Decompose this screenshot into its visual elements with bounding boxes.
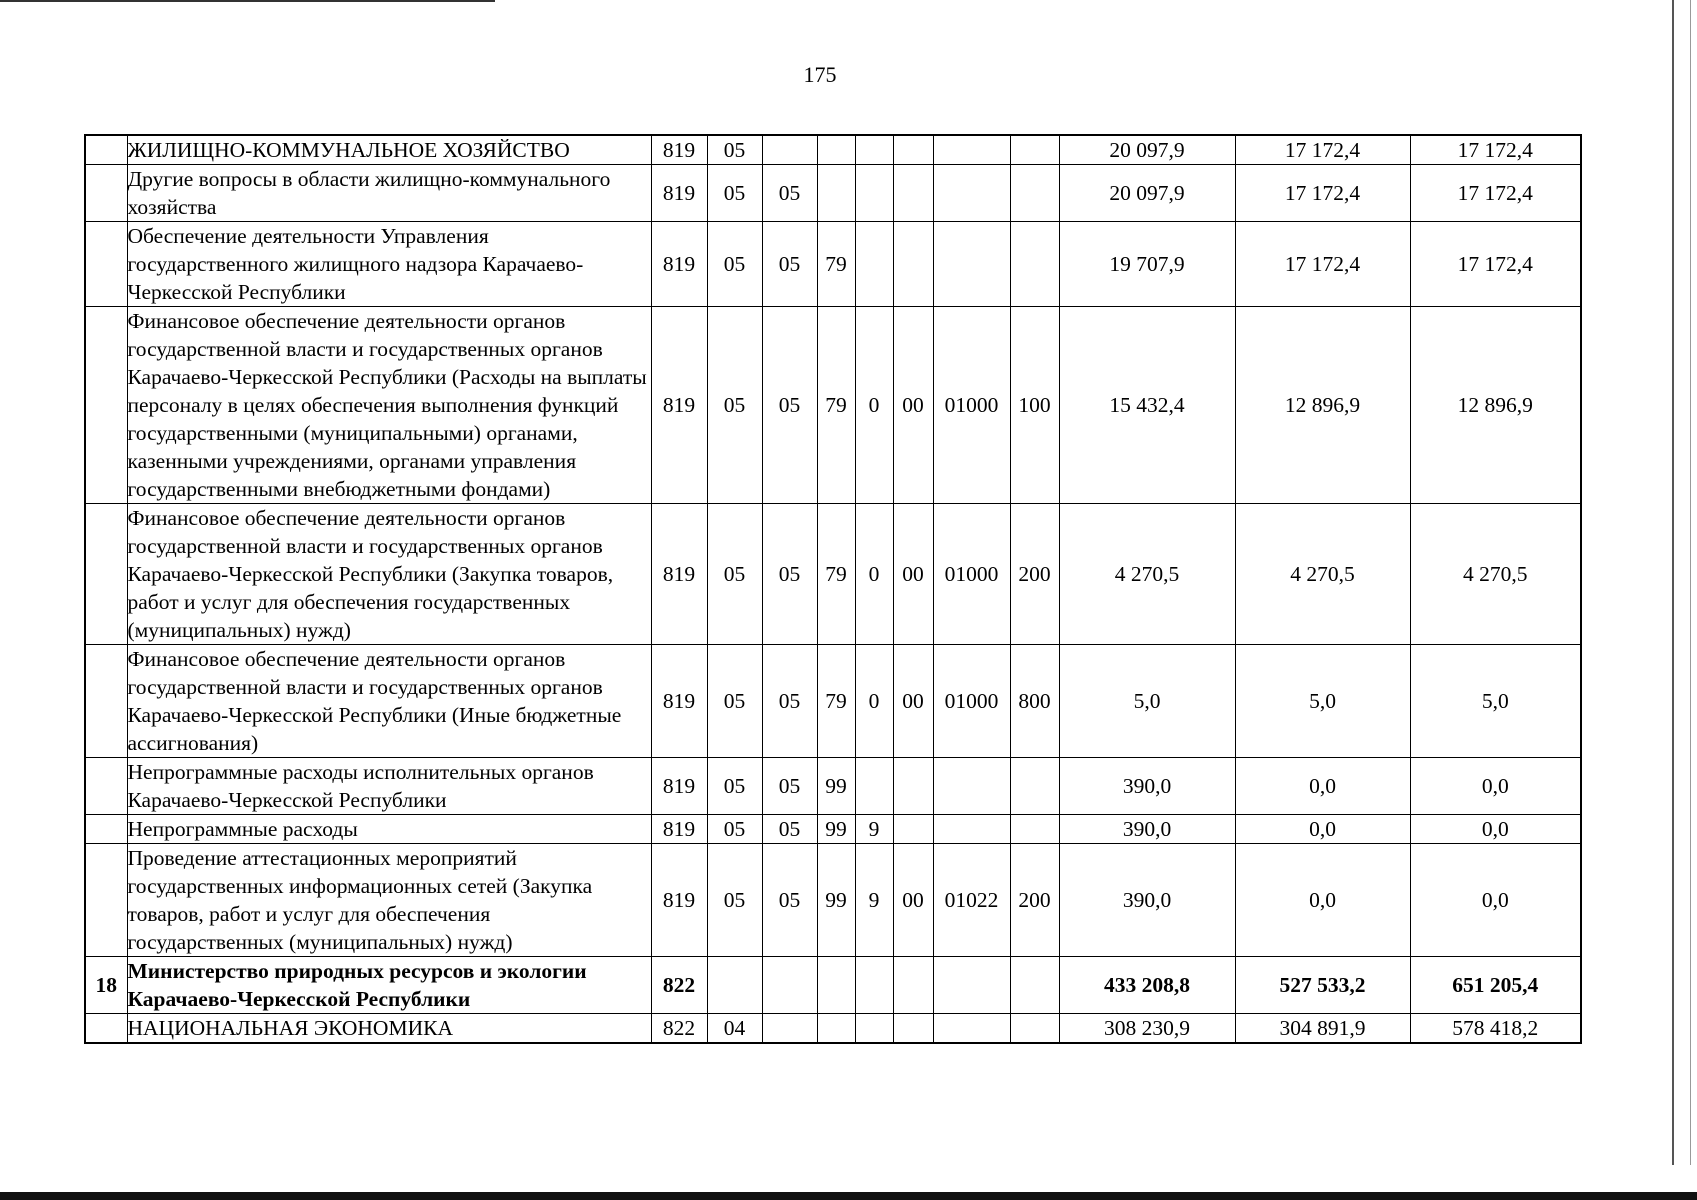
program-code-cell: 99 xyxy=(817,758,855,815)
section-code-cell: 05 xyxy=(707,307,762,504)
sum-year2-cell: 4 270,5 xyxy=(1235,504,1410,645)
row-number-cell xyxy=(85,645,127,758)
table-row xyxy=(85,165,1581,222)
direction-code-cell: 01000 xyxy=(933,645,1010,758)
row-name-cell: Финансовое обеспечение деятельности органов государственной власти и государственных органов Карачаево-Черкесской Республики (Расходы на выплаты персоналу в целях обеспечения выполнения функций государственными (муниципальными) органами, казенными учреждениями, органами управления государственными внебюджетными фондами) xyxy=(127,307,651,504)
event-code-cell xyxy=(893,135,933,165)
event-code-cell: 00 xyxy=(893,844,933,957)
expense-type-cell xyxy=(1010,815,1059,844)
section-code-cell: 05 xyxy=(707,165,762,222)
table-row xyxy=(85,815,1581,844)
subprogram-code-cell xyxy=(855,165,893,222)
row-name-cell: Министерство природных ресурсов и экологии Карачаево-Черкесской Республики xyxy=(127,957,651,1014)
sum-year1-cell: 20 097,9 xyxy=(1059,165,1235,222)
direction-code-cell xyxy=(933,758,1010,815)
section-code-cell: 05 xyxy=(707,844,762,957)
row-name-cell: Финансовое обеспечение деятельности органов государственной власти и государственных органов Карачаево-Черкесской Республики (Иные бюджетные ассигнования) xyxy=(127,645,651,758)
ved-code-cell: 819 xyxy=(651,815,707,844)
direction-code-cell xyxy=(933,957,1010,1014)
program-code-cell xyxy=(817,165,855,222)
row-number-cell xyxy=(85,307,127,504)
subprogram-code-cell: 9 xyxy=(855,815,893,844)
event-code-cell xyxy=(893,758,933,815)
section-code-cell: 05 xyxy=(707,758,762,815)
sum-year2-cell: 17 172,4 xyxy=(1235,135,1410,165)
section-code-cell: 04 xyxy=(707,1014,762,1044)
sum-year3-cell: 4 270,5 xyxy=(1410,504,1581,645)
program-code-cell: 79 xyxy=(817,645,855,758)
expense-type-cell xyxy=(1010,1014,1059,1044)
program-code-cell xyxy=(817,1014,855,1044)
subprogram-code-cell xyxy=(855,957,893,1014)
right-scan-line xyxy=(1672,0,1674,1165)
sum-year2-cell: 527 533,2 xyxy=(1235,957,1410,1014)
subsection-code-cell: 05 xyxy=(762,815,817,844)
subsection-code-cell: 05 xyxy=(762,504,817,645)
table-row xyxy=(85,307,1581,504)
subsection-code-cell xyxy=(762,957,817,1014)
sum-year2-cell: 304 891,9 xyxy=(1235,1014,1410,1044)
program-code-cell: 79 xyxy=(817,504,855,645)
program-code-cell xyxy=(817,957,855,1014)
subsection-code-cell: 05 xyxy=(762,844,817,957)
subprogram-code-cell xyxy=(855,758,893,815)
row-name-cell: Обеспечение деятельности Управления государственного жилищного надзора Карачаево-Черкесской Республики xyxy=(127,222,651,307)
subprogram-code-cell: 0 xyxy=(855,307,893,504)
sum-year1-cell: 308 230,9 xyxy=(1059,1014,1235,1044)
event-code-cell: 00 xyxy=(893,504,933,645)
direction-code-cell xyxy=(933,815,1010,844)
direction-code-cell: 01000 xyxy=(933,504,1010,645)
sum-year3-cell: 578 418,2 xyxy=(1410,1014,1581,1044)
program-code-cell: 79 xyxy=(817,307,855,504)
expense-type-cell xyxy=(1010,135,1059,165)
event-code-cell: 00 xyxy=(893,645,933,758)
expense-type-cell: 100 xyxy=(1010,307,1059,504)
section-code-cell: 05 xyxy=(707,222,762,307)
event-code-cell: 00 xyxy=(893,307,933,504)
sum-year2-cell: 0,0 xyxy=(1235,758,1410,815)
row-name-cell: Финансовое обеспечение деятельности органов государственной власти и государственных органов Карачаево-Черкесской Республики (Закупка товаров, работ и услуг для обеспечения государственных (муниципальных) нужд) xyxy=(127,504,651,645)
row-number-cell xyxy=(85,758,127,815)
row-number-cell xyxy=(85,1014,127,1044)
expense-type-cell xyxy=(1010,222,1059,307)
sum-year1-cell: 390,0 xyxy=(1059,758,1235,815)
ved-code-cell: 822 xyxy=(651,957,707,1014)
row-name-cell: НАЦИОНАЛЬНАЯ ЭКОНОМИКА xyxy=(127,1014,651,1044)
section-code-cell: 05 xyxy=(707,135,762,165)
sum-year3-cell: 651 205,4 xyxy=(1410,957,1581,1014)
program-code-cell xyxy=(817,135,855,165)
sum-year3-cell: 17 172,4 xyxy=(1410,222,1581,307)
direction-code-cell xyxy=(933,135,1010,165)
subsection-code-cell: 05 xyxy=(762,222,817,307)
expense-type-cell xyxy=(1010,957,1059,1014)
table-row xyxy=(85,1014,1581,1044)
ved-code-cell: 819 xyxy=(651,222,707,307)
event-code-cell xyxy=(893,165,933,222)
row-number-cell xyxy=(85,165,127,222)
subprogram-code-cell: 0 xyxy=(855,504,893,645)
ved-code-cell: 819 xyxy=(651,645,707,758)
row-name-cell: ЖИЛИЩНО-КОММУНАЛЬНОЕ ХОЗЯЙСТВО xyxy=(127,135,651,165)
subsection-code-cell: 05 xyxy=(762,758,817,815)
sum-year2-cell: 0,0 xyxy=(1235,815,1410,844)
expense-type-cell: 800 xyxy=(1010,645,1059,758)
sum-year2-cell: 0,0 xyxy=(1235,844,1410,957)
sum-year1-cell: 390,0 xyxy=(1059,844,1235,957)
row-name-cell: Непрограммные расходы xyxy=(127,815,651,844)
table-row xyxy=(85,645,1581,758)
sum-year3-cell: 0,0 xyxy=(1410,815,1581,844)
table-row xyxy=(85,957,1581,1014)
sum-year3-cell: 12 896,9 xyxy=(1410,307,1581,504)
table-body xyxy=(85,135,1581,1043)
program-code-cell: 99 xyxy=(817,844,855,957)
row-number-cell xyxy=(85,135,127,165)
table-row xyxy=(85,504,1581,645)
sum-year3-cell: 17 172,4 xyxy=(1410,135,1581,165)
table-row xyxy=(85,135,1581,165)
sum-year1-cell: 15 432,4 xyxy=(1059,307,1235,504)
expense-type-cell xyxy=(1010,165,1059,222)
subsection-code-cell: 05 xyxy=(762,645,817,758)
section-code-cell: 05 xyxy=(707,504,762,645)
event-code-cell xyxy=(893,222,933,307)
section-code-cell: 05 xyxy=(707,645,762,758)
direction-code-cell xyxy=(933,1014,1010,1044)
program-code-cell: 99 xyxy=(817,815,855,844)
subprogram-code-cell xyxy=(855,1014,893,1044)
top-scan-line xyxy=(0,0,495,2)
sum-year3-cell: 0,0 xyxy=(1410,758,1581,815)
expense-type-cell xyxy=(1010,758,1059,815)
sum-year2-cell: 17 172,4 xyxy=(1235,165,1410,222)
sum-year3-cell: 17 172,4 xyxy=(1410,165,1581,222)
row-number-cell xyxy=(85,844,127,957)
event-code-cell xyxy=(893,815,933,844)
subsection-code-cell: 05 xyxy=(762,165,817,222)
sum-year2-cell: 17 172,4 xyxy=(1235,222,1410,307)
ved-code-cell: 819 xyxy=(651,135,707,165)
expense-type-cell: 200 xyxy=(1010,844,1059,957)
ved-code-cell: 819 xyxy=(651,844,707,957)
direction-code-cell: 01000 xyxy=(933,307,1010,504)
event-code-cell xyxy=(893,1014,933,1044)
row-number-cell: 18 xyxy=(85,957,127,1014)
section-code-cell xyxy=(707,957,762,1014)
row-name-cell: Проведение аттестационных мероприятий государственных информационных сетей (Закупка товаров, работ и услуг для обеспечения государственных (муниципальных) нужд) xyxy=(127,844,651,957)
subsection-code-cell xyxy=(762,135,817,165)
direction-code-cell xyxy=(933,222,1010,307)
sum-year1-cell: 4 270,5 xyxy=(1059,504,1235,645)
subsection-code-cell xyxy=(762,1014,817,1044)
subprogram-code-cell: 9 xyxy=(855,844,893,957)
row-number-cell xyxy=(85,815,127,844)
sum-year3-cell: 5,0 xyxy=(1410,645,1581,758)
sum-year1-cell: 19 707,9 xyxy=(1059,222,1235,307)
ved-code-cell: 819 xyxy=(651,165,707,222)
ved-code-cell: 819 xyxy=(651,504,707,645)
table-row xyxy=(85,844,1581,957)
table-row xyxy=(85,758,1581,815)
bottom-scan-bar xyxy=(0,1192,1697,1200)
ved-code-cell: 819 xyxy=(651,307,707,504)
sum-year1-cell: 5,0 xyxy=(1059,645,1235,758)
row-number-cell xyxy=(85,504,127,645)
subprogram-code-cell xyxy=(855,135,893,165)
section-code-cell: 05 xyxy=(707,815,762,844)
event-code-cell xyxy=(893,957,933,1014)
sum-year2-cell: 5,0 xyxy=(1235,645,1410,758)
sum-year3-cell: 0,0 xyxy=(1410,844,1581,957)
right-scan-line-thin xyxy=(1690,0,1691,1165)
ved-code-cell: 819 xyxy=(651,758,707,815)
sum-year2-cell: 12 896,9 xyxy=(1235,307,1410,504)
subsection-code-cell: 05 xyxy=(762,307,817,504)
table-row xyxy=(85,222,1581,307)
budget-table xyxy=(84,134,1582,1044)
direction-code-cell: 01022 xyxy=(933,844,1010,957)
ved-code-cell: 822 xyxy=(651,1014,707,1044)
page-number: 175 xyxy=(803,62,837,87)
row-name-cell: Непрограммные расходы исполнительных органов Карачаево-Черкесской Республики xyxy=(127,758,651,815)
sum-year1-cell: 20 097,9 xyxy=(1059,135,1235,165)
row-name-cell: Другие вопросы в области жилищно-коммунального хозяйства xyxy=(127,165,651,222)
row-number-cell xyxy=(85,222,127,307)
direction-code-cell xyxy=(933,165,1010,222)
subprogram-code-cell: 0 xyxy=(855,645,893,758)
program-code-cell: 79 xyxy=(817,222,855,307)
sum-year1-cell: 433 208,8 xyxy=(1059,957,1235,1014)
expense-type-cell: 200 xyxy=(1010,504,1059,645)
subprogram-code-cell xyxy=(855,222,893,307)
sum-year1-cell: 390,0 xyxy=(1059,815,1235,844)
